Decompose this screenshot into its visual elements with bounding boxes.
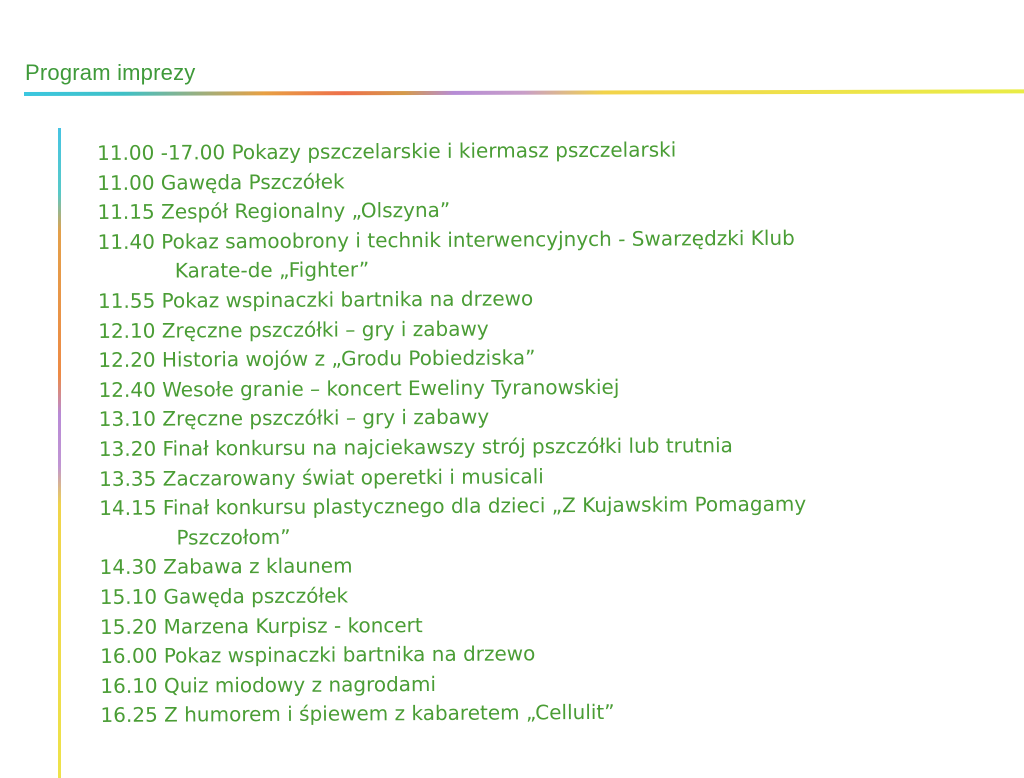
item-time: 12.10 xyxy=(98,318,156,343)
item-text: Finał konkursu plastycznego dla dzieci „Z Kujawskim Pomagamy xyxy=(162,491,807,520)
item-time: 14.30 xyxy=(99,554,157,580)
item-text: Pokaz samoobrony i technik interwencyjnych - Swarzędzki Klub xyxy=(161,225,795,254)
item-time: 11.55 xyxy=(97,288,156,313)
item-text: Zabawa z klaunem xyxy=(163,553,353,579)
item-time: 11.15 xyxy=(97,199,155,225)
item-time: 13.35 xyxy=(99,466,157,491)
item-text: Quiz miodowy z nagrodami xyxy=(163,671,437,698)
item-text: Pokazy pszczelarskie i kiermasz pszczelarski xyxy=(231,137,677,165)
item-text: Zręczne pszczółki – gry i zabawy xyxy=(162,404,490,431)
program-item xyxy=(98,222,978,287)
item-time: 12.20 xyxy=(98,347,156,373)
program-item xyxy=(99,489,979,554)
item-time: 13.10 xyxy=(98,406,157,432)
item-time: 15.20 xyxy=(99,614,158,639)
program-item xyxy=(100,696,980,731)
item-time: 16.00 xyxy=(100,643,158,669)
item-time: 14.15 xyxy=(99,495,157,521)
side-divider xyxy=(58,128,61,778)
item-text: Gawęda pszczółek xyxy=(163,583,349,609)
item-text: Finał konkursu na najciekawszy strój pszczółki lub trutnia xyxy=(162,433,733,461)
item-text: Gawęda Pszczółek xyxy=(160,169,345,195)
item-time: 16.10 xyxy=(100,673,158,698)
title-divider xyxy=(24,89,1024,96)
item-text: Zaczarowany świat operetki i musicali xyxy=(162,463,544,491)
item-text: Marzena Kurpisz - koncert xyxy=(163,612,423,639)
program-list xyxy=(97,134,981,731)
item-time: 11.00 xyxy=(97,170,155,195)
item-time: 13.20 xyxy=(98,436,157,461)
item-time: 11.00 -17.00 xyxy=(97,140,226,165)
page-title: Program imprezy xyxy=(25,60,196,85)
item-text-continuation: Pszczołom” xyxy=(176,524,291,550)
item-time: 12.40 xyxy=(98,377,156,402)
item-time: 15.10 xyxy=(99,584,158,609)
item-text: Wesołe granie – koncert Eweliny Tyranowskiej xyxy=(162,374,620,402)
item-text: Z humorem i śpiewem z kabaretem „Cellulit” xyxy=(164,700,615,727)
item-text-continuation: Karate-de „Fighter” xyxy=(174,257,370,283)
item-text: Pokaz wspinaczki bartnika na drzewo xyxy=(163,641,536,668)
item-text: Zręczne pszczółki – gry i zabawy xyxy=(161,316,489,343)
item-text: Historia wojów z „Grodu Pobiedziska” xyxy=(161,345,536,372)
item-text: Pokaz wspinaczki bartnika na drzewo xyxy=(161,286,534,313)
item-time: 16.25 xyxy=(100,702,158,728)
item-time: 11.40 xyxy=(97,229,155,254)
item-text: Zespół Regionalny „Olszyna” xyxy=(160,198,451,224)
